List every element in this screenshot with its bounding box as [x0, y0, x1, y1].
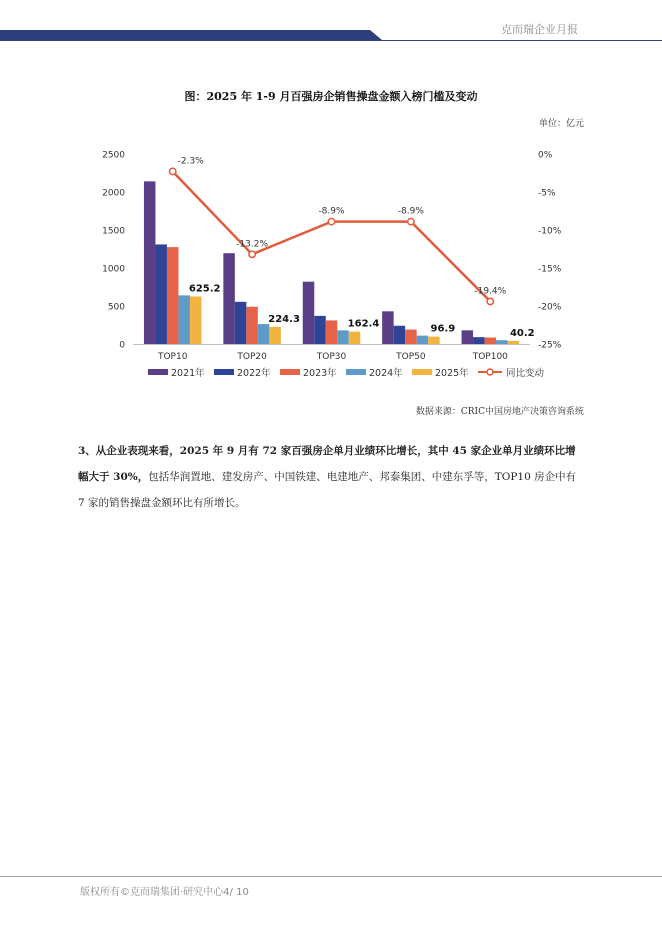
footer-text: 版权所有©克而瑞集团·研究中心4/ 10	[80, 887, 249, 898]
unit-label: 单位：亿元	[538, 119, 584, 129]
legend-swatch	[412, 369, 432, 375]
bar-value-label: 224.3	[268, 313, 300, 325]
bar	[473, 337, 485, 344]
bar	[269, 327, 281, 344]
bar	[303, 282, 315, 344]
legend-label: 2025年	[435, 368, 469, 379]
bar	[405, 330, 417, 344]
bar-value-label: 96.9	[430, 323, 456, 335]
legend-swatch	[346, 369, 366, 375]
y2-tick-label: -25%	[538, 340, 562, 351]
legend-label: 2024年	[369, 368, 403, 379]
bar	[167, 247, 179, 344]
bar	[155, 244, 167, 344]
bar	[144, 181, 156, 344]
yoy-point	[170, 168, 176, 174]
yoy-point	[328, 218, 334, 224]
bar	[326, 320, 338, 344]
y2-tick-label: 0%	[538, 150, 553, 161]
x-tick-label: TOP10	[157, 352, 188, 362]
y-tick-label: 2000	[102, 188, 125, 199]
bar	[462, 330, 474, 344]
y-tick-label: 1500	[102, 226, 125, 237]
y-tick-label: 1000	[102, 264, 125, 275]
bar	[223, 253, 235, 344]
bar-value-label: 162.4	[347, 318, 380, 330]
yoy-label: -19.4%	[474, 286, 507, 297]
y-tick-label: 500	[107, 302, 125, 313]
bar	[246, 307, 258, 344]
legend-label: 同比变动	[506, 368, 545, 379]
legend-swatch	[214, 369, 234, 375]
x-tick-label: TOP30	[316, 352, 347, 362]
y-tick-label: 0	[119, 340, 125, 351]
body-paragraph	[78, 438, 584, 516]
legend-swatch	[280, 369, 300, 375]
y2-tick-label: -5%	[538, 188, 556, 199]
bar	[485, 338, 497, 344]
yoy-point	[249, 251, 255, 257]
bar	[382, 311, 394, 344]
yoy-label: -8.9%	[318, 206, 345, 217]
legend-swatch	[148, 369, 168, 375]
bar-line-chart	[0, 140, 662, 395]
source-note: 数据来源：CRIC中国房地产决策咨询系统	[415, 407, 584, 417]
bar	[394, 326, 406, 344]
bar	[508, 341, 520, 344]
bar	[258, 324, 270, 344]
paragraph-normal: 包括华润置地、建发房产、中国铁建、电建地产、邦泰集团、中建东孚等，TOP10 房企中有 7 家的销售操盘金额环比有所增长。	[78, 471, 577, 509]
bar	[349, 332, 361, 344]
legend-line-marker	[487, 369, 493, 375]
bar	[417, 336, 429, 344]
bar	[178, 295, 190, 344]
bar-value-label: 625.2	[188, 283, 221, 295]
chart-title: 图：2025 年 1-9 月百强房企销售操盘金额入榜门槛及变动	[184, 90, 478, 103]
header-title: 克而瑞企业月报	[501, 23, 578, 36]
bar	[314, 316, 326, 344]
x-tick-label: TOP50	[396, 352, 426, 362]
legend-label: 2023年	[303, 368, 337, 379]
bar	[190, 296, 202, 344]
paragraph-bold: 3、从企业表现来看，2025 年 9 月有 72 家百强房企单月业绩环比增长，其中 45 家企业单月业绩环比增幅大于 30%，	[78, 445, 576, 483]
legend-label: 2022年	[237, 368, 271, 379]
y2-tick-label: -20%	[538, 302, 562, 313]
y2-tick-label: -15%	[538, 264, 562, 275]
yoy-point	[408, 218, 414, 224]
bar	[496, 340, 508, 344]
yoy-label: -8.9%	[397, 206, 424, 217]
yoy-label: -13.2%	[236, 239, 269, 250]
y-tick-label: 2500	[102, 150, 125, 161]
legend-label: 2021年	[171, 368, 205, 379]
bar	[428, 337, 440, 344]
footer-divider	[0, 876, 662, 877]
x-tick-label: TOP100	[472, 352, 508, 362]
yoy-label: -2.3%	[177, 156, 204, 167]
x-tick-label: TOP20	[237, 352, 267, 362]
bar-value-label: 40.2	[509, 327, 535, 339]
yoy-line	[173, 171, 491, 301]
yoy-point	[487, 298, 493, 304]
bar	[235, 302, 247, 344]
y2-tick-label: -10%	[538, 226, 562, 237]
bar	[337, 330, 349, 344]
